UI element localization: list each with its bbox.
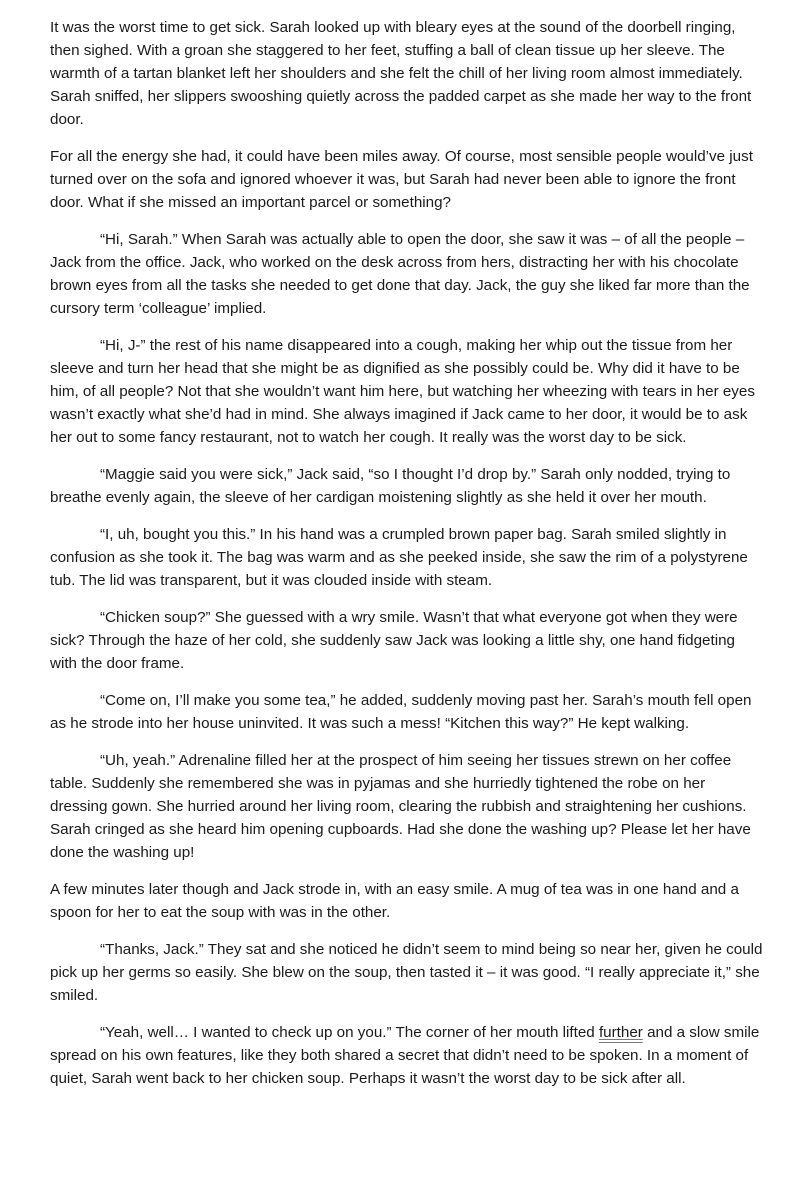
grammar-flagged-word[interactable]: further (598, 1024, 643, 1041)
paragraph-1: It was the worst time to get sick. Sarah looked up with bleary eyes at the sound of the doorbell ringing, then sighed. With a groan she staggered to her feet, stuffing a ball of clean tissue up her sleeve. The warmth of a tartan blanket left her shoulders and she felt the chill of her living room almost immediately. Sarah sniffed, her slippers swooshing quietly across the padded carpet as she made her way to the front door. (50, 19, 752, 128)
paragraph-2: For all the energy she had, it could have been miles away. Of course, most sensible people would’ve just turned over on the sofa and ignored whoever it was, but Sarah had never been able to ignore the front door. What if she missed an important parcel or something? (50, 148, 753, 211)
paragraph-3: “Hi, Sarah.” When Sarah was actually able to open the door, she saw it was – of all the people – Jack from the office. Jack, who worked on the desk across from hers, distracting her with his chocolate brown eyes from all the tasks she needed to get done that day. Jack, the guy she liked far more than the cursory term ‘colleague’ implied. (50, 231, 750, 317)
paragraph-7: “Chicken soup?” She guessed with a wry smile. Wasn’t that what everyone got when they were sick? Through the haze of her cold, she suddenly saw Jack was looking a little shy, one hand fidgeting with the door frame. (50, 609, 738, 672)
paragraph-12-before: “Yeah, well… I wanted to check up on you.” The corner of her mouth lifted (100, 1024, 599, 1041)
paragraph-12 (50, 1021, 766, 1090)
paragraph-6: “I, uh, bought you this.” In his hand was a crumpled brown paper bag. Sarah smiled slightly in confusion as she took it. The bag was warm and as she peeked inside, she saw the rim of a polystyrene tub. The lid was transparent, but it was clouded inside with steam. (50, 526, 748, 589)
paragraph-10: A few minutes later though and Jack strode in, with an easy smile. A mug of tea was in one hand and a spoon for her to eat the soup with was in the other. (50, 881, 739, 921)
paragraph-12-after: and a slow smile spread on his own features, like they both shared a secret that didn’t need to be spoken. In a moment of quiet, Sarah went back to her chicken soup. Perhaps it wasn’t the worst day to be sick after all. (50, 1024, 760, 1087)
paragraph-4: “Hi, J-” the rest of his name disappeared into a cough, making her whip out the tissue from her sleeve and turn her head that she might be as dignified as she possibly could be. Why did it have to be him, of all people? Not that she wouldn’t want him here, but watching her wheezing with tears in her eyes wasn’t exactly what she’d had in mind. She always imagined if Jack came to her door, it would be to ask her out to some fancy restaurant, not to watch her cough. It really was the worst day to be sick. (50, 337, 755, 446)
paragraph-5: “Maggie said you were sick,” Jack said, “so I thought I’d drop by.” Sarah only nodded, trying to breathe evenly again, the sleeve of her cardigan moistening slightly as she held it over her mouth. (50, 466, 731, 506)
document-page (50, 16, 766, 1104)
paragraph-11: “Thanks, Jack.” They sat and she noticed he didn’t seem to mind being so near her, given he could pick up her germs so easily. She blew on the soup, then tasted it – it was good. “I really appreciate it,” she smiled. (50, 941, 763, 1004)
paragraph-8: “Come on, I’ll make you some tea,” he added, suddenly moving past her. Sarah’s mouth fell open as he strode into her house uninvited. It was such a mess! “Kitchen this way?” He kept walking. (50, 692, 752, 732)
paragraph-9: “Uh, yeah.” Adrenaline filled her at the prospect of him seeing her tissues strewn on her coffee table. Suddenly she remembered she was in pyjamas and she hurriedly tightened the robe on her dressing gown. She hurried around her living room, clearing the rubbish and straightening her cushions. Sarah cringed as she heard him opening cupboards. Had she done the washing up? Please let her have done the washing up! (50, 752, 751, 861)
